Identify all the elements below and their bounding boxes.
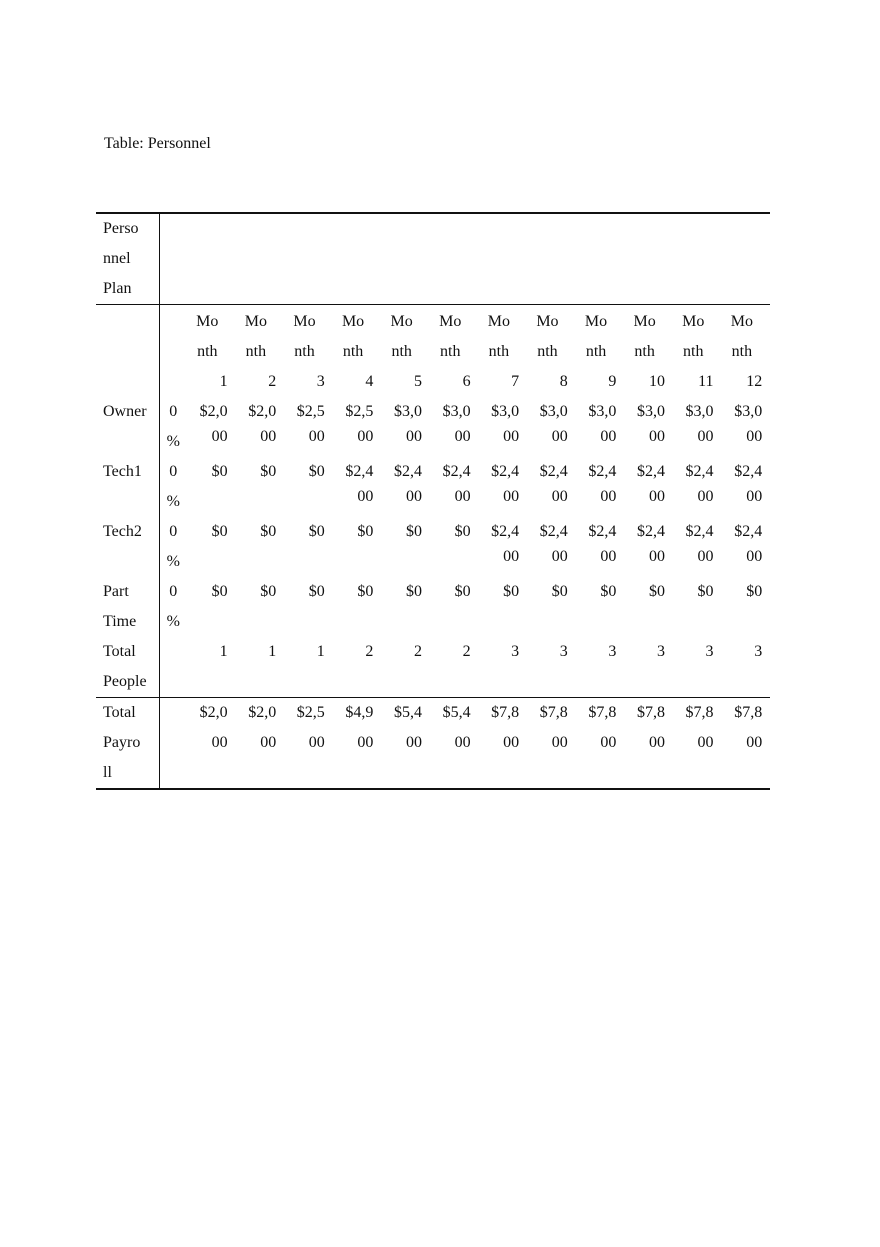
title-row-blank	[159, 213, 770, 305]
total-people-row	[96, 637, 770, 698]
row-percent: 0 %	[166, 463, 180, 510]
table-cell: $0	[357, 583, 374, 600]
table-cell: $2,4 00	[393, 463, 422, 505]
table-cell: $0	[454, 523, 471, 540]
month-word: Mo nth	[633, 313, 656, 360]
total-payroll-cell: $2,0 00	[187, 698, 236, 790]
total-payroll-label: Total Payro ll	[96, 698, 159, 790]
row-percent: 0 %	[166, 583, 180, 630]
total-payroll-cell: $5,4 00	[381, 698, 430, 790]
month-header-cell	[236, 305, 285, 398]
total-people-cell: 2	[462, 643, 471, 660]
table-cell: $0	[357, 523, 374, 540]
table-cell: $2,4 00	[588, 463, 617, 505]
month-header-cell	[722, 305, 771, 398]
month-number: 10	[648, 373, 665, 390]
table-cell: $2,4 00	[636, 463, 665, 505]
total-payroll-cell: $2,5 00	[284, 698, 333, 790]
table-cell: $2,4 00	[345, 463, 374, 505]
month-header-pct-blank	[159, 305, 187, 398]
total-people-cell: 2	[365, 643, 374, 660]
month-header-blank	[96, 305, 159, 398]
table-cell: $0	[600, 583, 617, 600]
total-payroll-cell: $7,8 00	[479, 698, 528, 790]
month-number: 8	[559, 373, 568, 390]
table-cell: $0	[405, 523, 422, 540]
table-row	[96, 397, 770, 457]
total-people-cell: 3	[608, 643, 617, 660]
table-cell: $2,5 00	[345, 403, 374, 445]
table-cell: $0	[454, 583, 471, 600]
table-row	[96, 577, 770, 637]
month-number: 1	[219, 373, 228, 390]
table-cell: $2,4 00	[685, 523, 714, 565]
month-number: 7	[511, 373, 520, 390]
row-percent: 0 %	[166, 523, 180, 570]
table-cell: $2,4 00	[539, 463, 568, 505]
month-word: Mo nth	[293, 313, 316, 360]
total-payroll-row	[96, 698, 770, 790]
table-cell: $0	[697, 583, 714, 600]
month-word: Mo nth	[487, 313, 510, 360]
table-cell: $3,0 00	[734, 403, 763, 445]
personnel-table-body	[96, 213, 770, 789]
total-people-cell: 3	[705, 643, 714, 660]
table-cell: $2,5 00	[296, 403, 325, 445]
month-word: Mo nth	[439, 313, 462, 360]
month-number: 11	[698, 373, 714, 390]
table-caption: Table: Personnel	[104, 135, 211, 152]
table-cell: $3,0 00	[636, 403, 665, 445]
row-label: Tech2	[96, 517, 159, 577]
month-word: Mo nth	[196, 313, 219, 360]
month-header-cell	[624, 305, 673, 398]
total-people-cell: 1	[316, 643, 325, 660]
month-header-cell	[430, 305, 479, 398]
total-payroll-cell: $4,9 00	[333, 698, 382, 790]
month-word: Mo nth	[682, 313, 705, 360]
table-cell: $0	[260, 523, 277, 540]
table-cell: $3,0 00	[491, 403, 520, 445]
total-people-cell: 2	[413, 643, 422, 660]
month-number: 4	[365, 373, 374, 390]
table-cell: $0	[211, 523, 228, 540]
table-cell: $0	[746, 583, 763, 600]
total-people-cell: 3	[656, 643, 665, 660]
table-cell: $2,4 00	[539, 523, 568, 565]
table-cell: $3,0 00	[539, 403, 568, 445]
month-header-cell	[381, 305, 430, 398]
table-cell: $2,4 00	[734, 463, 763, 505]
row-label: Tech1	[96, 457, 159, 517]
table-cell: $2,0 00	[248, 403, 277, 445]
total-payroll-cell: $7,8 00	[722, 698, 771, 790]
month-word: Mo nth	[730, 313, 753, 360]
table-cell: $0	[211, 463, 228, 480]
month-header-cell	[576, 305, 625, 398]
table-cell: $2,4 00	[734, 523, 763, 565]
table-cell: $2,4 00	[442, 463, 471, 505]
table-cell: $0	[308, 463, 325, 480]
row-label: Owner	[96, 397, 159, 457]
table-cell: $0	[648, 583, 665, 600]
month-header-cell	[673, 305, 722, 398]
month-number: 12	[746, 373, 763, 390]
table-cell: $0	[405, 583, 422, 600]
table-title-row	[96, 213, 770, 305]
personnel-table	[96, 212, 770, 790]
month-header-cell	[284, 305, 333, 398]
table-cell: $3,0 00	[588, 403, 617, 445]
table-cell: $0	[211, 583, 228, 600]
month-header-cell	[527, 305, 576, 398]
total-people-cell: 3	[754, 643, 763, 660]
total-payroll-cell: $7,8 00	[527, 698, 576, 790]
table-cell: $2,4 00	[685, 463, 714, 505]
table-cell: $2,4 00	[491, 523, 520, 565]
total-people-cell: 3	[511, 643, 520, 660]
total-people-pct-blank	[159, 637, 187, 698]
month-header-row	[96, 305, 770, 398]
month-word: Mo nth	[584, 313, 608, 360]
table-cell: $0	[260, 463, 277, 480]
total-people-label: Total People	[96, 637, 159, 698]
total-payroll-cell: $7,8 00	[576, 698, 625, 790]
row-label: Part Time	[96, 577, 159, 637]
table-cell: $2,4 00	[491, 463, 520, 505]
month-number: 5	[413, 373, 422, 390]
table-row	[96, 457, 770, 517]
total-payroll-cell: $5,4 00	[430, 698, 479, 790]
table-row	[96, 517, 770, 577]
table-cell: $2,4 00	[636, 523, 665, 565]
month-word: Mo nth	[536, 313, 559, 360]
total-payroll-cell: $2,0 00	[236, 698, 285, 790]
total-payroll-pct-blank	[159, 698, 187, 790]
total-people-cell: 3	[559, 643, 568, 660]
total-people-cell: 1	[268, 643, 277, 660]
month-number: 9	[608, 373, 617, 390]
table-cell: $3,0 00	[393, 403, 422, 445]
table-cell: $0	[503, 583, 520, 600]
month-word: Mo nth	[244, 313, 267, 360]
month-number: 6	[462, 373, 471, 390]
total-people-cell: 1	[219, 643, 228, 660]
month-number: 2	[268, 373, 277, 390]
table-cell: $2,4 00	[588, 523, 617, 565]
table-cell: $0	[308, 583, 325, 600]
total-payroll-cell: $7,8 00	[624, 698, 673, 790]
month-number: 3	[316, 373, 325, 390]
row-percent: 0 %	[166, 403, 180, 450]
month-header-cell	[479, 305, 528, 398]
table-cell: $0	[308, 523, 325, 540]
month-word: Mo nth	[390, 313, 413, 360]
table-cell: $3,0 00	[685, 403, 714, 445]
table-cell: $0	[551, 583, 568, 600]
corner-label: Perso nnel Plan	[96, 213, 159, 305]
month-header-cell	[333, 305, 382, 398]
table-cell: $3,0 00	[442, 403, 471, 445]
month-header-cell	[187, 305, 236, 398]
table-cell: $0	[260, 583, 277, 600]
month-word: Mo nth	[341, 313, 365, 360]
table-cell: $2,0 00	[199, 403, 228, 445]
total-payroll-cell: $7,8 00	[673, 698, 722, 790]
